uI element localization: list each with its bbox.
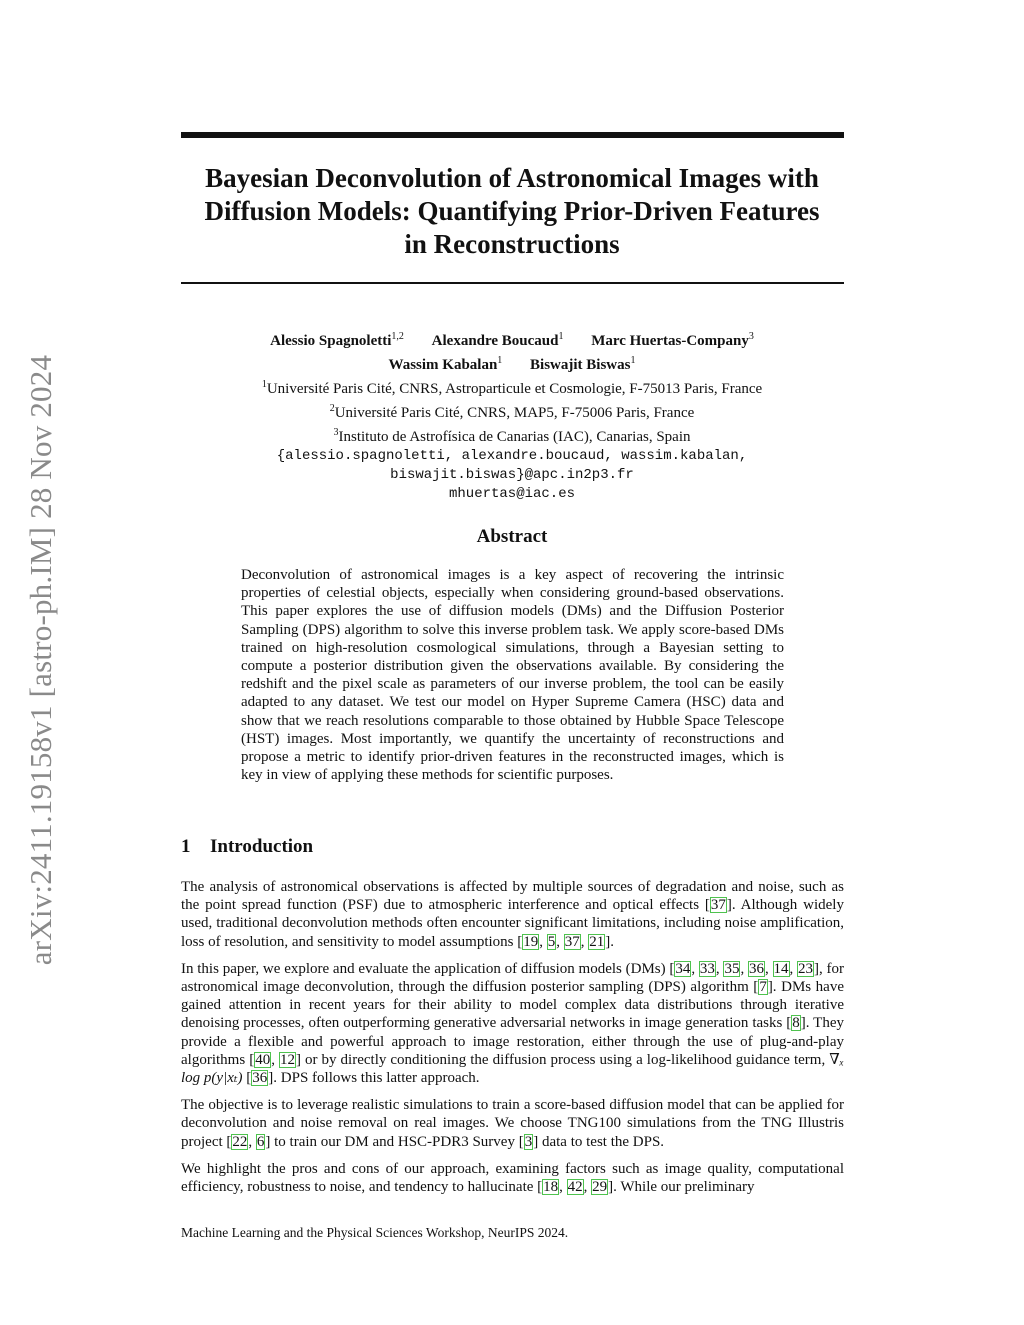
affiliation: $^3$Instituto de Astrofísica de Canarias (IAC), Canarias, Spain	[333, 427, 691, 445]
email-line: {alessio.spagnoletti, alexandre.boucaud, wassim.kabalan,	[276, 448, 748, 464]
title-line: in Reconstructions	[404, 229, 620, 259]
citation-link[interactable]: 35	[724, 960, 740, 977]
title-line: Bayesian Deconvolution of Astronomical Images with	[205, 163, 819, 193]
citation-link[interactable]: 36	[252, 1070, 268, 1087]
citation-link[interactable]: 21	[589, 933, 605, 950]
citation-link[interactable]: 34	[675, 960, 691, 977]
section-title: Introduction	[210, 836, 314, 857]
author: Biswajit Biswas$^1$	[530, 355, 636, 373]
affiliation: $^1$Université Paris Cité, CNRS, Astroparticule et Cosmologie, F-75013 Paris, France	[261, 379, 763, 397]
citation-link[interactable]: 36	[748, 960, 764, 977]
citation-link[interactable]: 29	[592, 1179, 608, 1196]
footer-venue: Machine Learning and the Physical Sciences Workshop, NeurIPS 2024.	[181, 1225, 569, 1240]
author: Alessio Spagnoletti$^{1,2}$	[270, 331, 404, 349]
author-block	[160, 327, 864, 504]
author: Wassim Kabalan$^1$	[388, 355, 503, 373]
citation-link[interactable]: 14	[773, 960, 789, 977]
introduction-body	[181, 878, 844, 1205]
author-names-row-1	[160, 327, 864, 351]
citation-link[interactable]: 42	[567, 1179, 583, 1196]
paper-title	[160, 162, 864, 261]
citation-link[interactable]: 22	[232, 1133, 248, 1150]
email-line: biswajit.biswas}@apc.in2p3.fr	[390, 467, 634, 483]
section-number: 1	[181, 836, 191, 857]
citation-link[interactable]: 19	[523, 933, 539, 950]
citation-link[interactable]: 8	[792, 1015, 800, 1032]
author: Alexandre Boucaud$^1$	[431, 331, 564, 349]
affiliation: $^2$Université Paris Cité, CNRS, MAP5, F-75006 Paris, France	[329, 403, 695, 421]
paragraph: The analysis of astronomical observations is affected by multiple sources of degradation and noise, such as the point spread function (PSF) due to atmospheric interference and optical effects [37]. Although widely used, traditional deconvolution methods often encounter significant limitations, including noise amplification, loss of resolution, and sensitivity to model assumptions [19, 5, 37, 21].	[181, 879, 844, 950]
citation-link[interactable]: 3	[524, 1133, 533, 1150]
section-heading	[181, 836, 313, 858]
citation-link[interactable]: 37	[564, 933, 580, 950]
citation-link[interactable]: 12	[279, 1051, 295, 1068]
citation-link[interactable]: 18	[543, 1179, 559, 1196]
paragraph: The objective is to leverage realistic simulations to train a score-based diffusion model that can be applied for deconvolution and noise removal on real images. We choose TNG100 simulations from the TNG Illustris project [22, 6] to train our DM and HSC-PDR3 Survey [3] data to test the DPS.	[181, 1097, 844, 1150]
citation-link[interactable]: 7	[759, 979, 767, 996]
abstract-text: Deconvolution of astronomical images is a key aspect of recovering the intrinsic properties of celestial objects, especially when considering ground-based observations. This paper explores the use of diffusion models (DMs) and the Diffusion Posterior Sampling (DPS) algorithm to solve this inverse problem task. We apply score-based DMs trained on high-resolution cosmological simulations, through a Bayesian setting to compute a posterior distribution given the observations available. By considering the redshift and the pixel scale as parameters of our inverse problem, the tool can be easily adapted to any dataset. We test our model on Hyper Supreme Camera (HSC) data and show that we reach resolutions comparable to those obtained by Hubble Space Telescope (HST) images. Most importantly, we quantify the uncertainty of reconstructions and propose a metric to identify prior-driven features in the reconstructed images, which is key in view of applying these methods for scientific purposes.	[241, 567, 784, 784]
citation-link[interactable]: 6	[256, 1133, 265, 1150]
title-rule-bottom	[181, 282, 844, 284]
citation-link[interactable]: 33	[699, 960, 715, 977]
title-line: Diffusion Models: Quantifying Prior-Driven Features	[204, 196, 820, 226]
abstract-heading: Abstract	[476, 526, 548, 547]
author-names-row-2	[160, 351, 864, 375]
citation-link[interactable]: 5	[547, 933, 556, 950]
math-expression: ∇ₓ log p(y|xₜ)	[181, 1051, 844, 1087]
title-rule-top	[181, 132, 844, 138]
email-line: mhuertas@iac.es	[448, 486, 576, 502]
author: Marc Huertas-Company$^3$	[591, 331, 754, 349]
paragraph: We highlight the pros and cons of our approach, examining factors such as image quality, computational efficiency, robustness to noise, and tendency to hallucinate [18, 42, 29]. While our preliminary	[181, 1160, 844, 1196]
citation-link[interactable]: 40	[255, 1051, 271, 1068]
paragraph: In this paper, we explore and evaluate the application of diffusion models (DMs) [34, 33, 35, 36, 14, 23], for astronomical image deconvolution, through the diffusion posterior sampling (DPS) algorithm [7]. DMs have gained attention in recent years for their ability to model complex data distributions through iterative denoising processes, often outperforming generative adversarial networks in image generation tasks [8]. They provide a flexible and powerful approach to image restoration, either through the use of plug-and-play algorithms [40, 12] or by directly conditioning the diffusion process using a log-likelihood guidance term, ∇ₓ log p(y|xₜ) [36]. DPS follows this latter approach.	[181, 960, 845, 1087]
citation-link[interactable]: 37	[710, 897, 726, 914]
citation-link[interactable]: 23	[798, 960, 814, 977]
